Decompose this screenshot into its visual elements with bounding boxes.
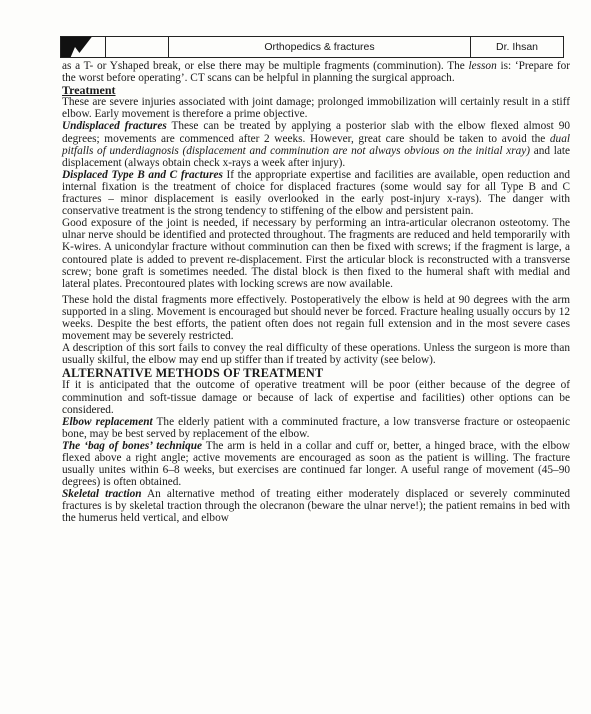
skeletal-traction-lead: Skeletal traction [62, 488, 142, 501]
undisplaced-lead: Undisplaced fractures [62, 120, 167, 133]
page-header [60, 36, 564, 58]
skeletal-traction-text: An alternative method of treating either moderately displaced or severely comminuted fractures is by skeletal traction through the olecranon (beware the ulnar nerve!); the patient remains in bed with the humerus held vertical, and elbow [62, 488, 570, 525]
displaced-text: If the appropriate expertise and facilities are available, open reduction and internal fixation is the treatment of choice for displaced fractures (some would say for all Type B and C fractures – minor displacement is easily overlooked in the early post-injury x-rays). The danger with conservative treatment is the strong tendency to stiffening of the elbow and persistent pain. [62, 168, 570, 218]
bag-of-bones-paragraph [62, 440, 570, 488]
intro-paragraph [62, 60, 570, 84]
header-spacer [106, 37, 169, 57]
undisplaced-text-a: These can be treated by applying a posterior slab with the elbow flexed almost 90 degrees; movements are commenced after 2 weeks. However, great care should be taken to avoid the [62, 120, 570, 145]
elbow-replacement-text: The elderly patient with a comminuted fracture, a low transverse fracture or osteopaenic bone, may be best served by replacement of the elbow. [62, 415, 570, 440]
displaced-lead: Displaced Type B and C fractures [62, 168, 223, 181]
treatment-heading: Treatment [62, 83, 116, 98]
dual-pitfalls-text: dual pitfalls of underdiagnosis (displacement and comminution are not always obvious on the initial xray) [62, 132, 570, 157]
elbow-replacement-paragraph [62, 416, 570, 440]
header-title: Orthopedics & fractures [169, 37, 471, 57]
bag-of-bones-lead: The ‘bag of bones’ technique [62, 439, 203, 452]
lesson-lead: lesson [468, 60, 497, 72]
header-logo [61, 37, 106, 57]
alternative-paragraph: If it is anticipated that the outcome of operative treatment will be poor (either because of the degree of comminution and soft-tissue damage or because of lack of expertise and facilities) other options can be considered. [62, 379, 570, 416]
undisplaced-paragraph [62, 120, 570, 168]
intro-text-1: as a T- or Yshaped break, or else there may be multiple fragments (comminution). The [62, 60, 469, 72]
page-body [62, 60, 570, 525]
intro-text-2: is: ‘Prepare for the worst before operating’. CT scans can be helpful in planning the surgical approach. [62, 60, 570, 85]
displaced-paragraph [62, 169, 570, 217]
undisplaced-text-b: and late displacement (always obtain check x-rays a week after injury). [62, 144, 570, 169]
description-paragraph: A description of this sort fails to convey the real difficulty of these operations. Unless the surgeon is more than usually skilful, the elbow may end up stiffer than if treated by activity (see below). [62, 342, 570, 367]
elbow-replacement-lead: Elbow replacement [62, 415, 153, 428]
skeletal-traction-paragraph [62, 488, 570, 524]
fragments-paragraph: These hold the distal fragments more effectively. Postoperatively the elbow is held at 90 degrees with the arm supported in a sling. Movement is encouraged but should never be forced. Fracture healing usually occurs by 12 weeks. Despite the best efforts, the patient often does not regain full extension and in the most severe cases movement may be severely restricted. [62, 293, 570, 343]
triangle-logo-icon [61, 37, 106, 57]
treatment-paragraph: These are severe injuries associated with joint damage; prolonged immobilization will certainly result in a stiff elbow. Early movement is therefore a prime objective. [62, 96, 570, 121]
bag-of-bones-text: The arm is held in a collar and cuff or, better, a hinged brace, with the elbow flexed above a right angle; active movements are encouraged as soon as the patient is willing. The fracture usually unites within 6–8 weeks, but exercises are continued far longer. A useful range of movement (45–90 degrees) is often obtained. [62, 439, 570, 489]
alternative-methods-heading: ALTERNATIVE METHODS OF TREATMENT [62, 366, 324, 381]
header-author: Dr. Ihsan [495, 41, 539, 53]
exposure-paragraph: Good exposure of the joint is needed, if necessary by performing an intra-articular olecranon osteotomy. The ulnar nerve should be identified and protected throughout. The fragments are reduced and held temporarily with K-wires. A unicondylar fracture without comminution can then be fixed with screws; if the fragment is large, a contoured plate is added to prevent re-displacement. First the articular block is reconstructed with a transverse screw; bone graft is sometimes needed. The distal block is then fixed to the humeral shaft with medial and lateral plates. Precontoured plates with locking screws are now available. [62, 217, 570, 290]
